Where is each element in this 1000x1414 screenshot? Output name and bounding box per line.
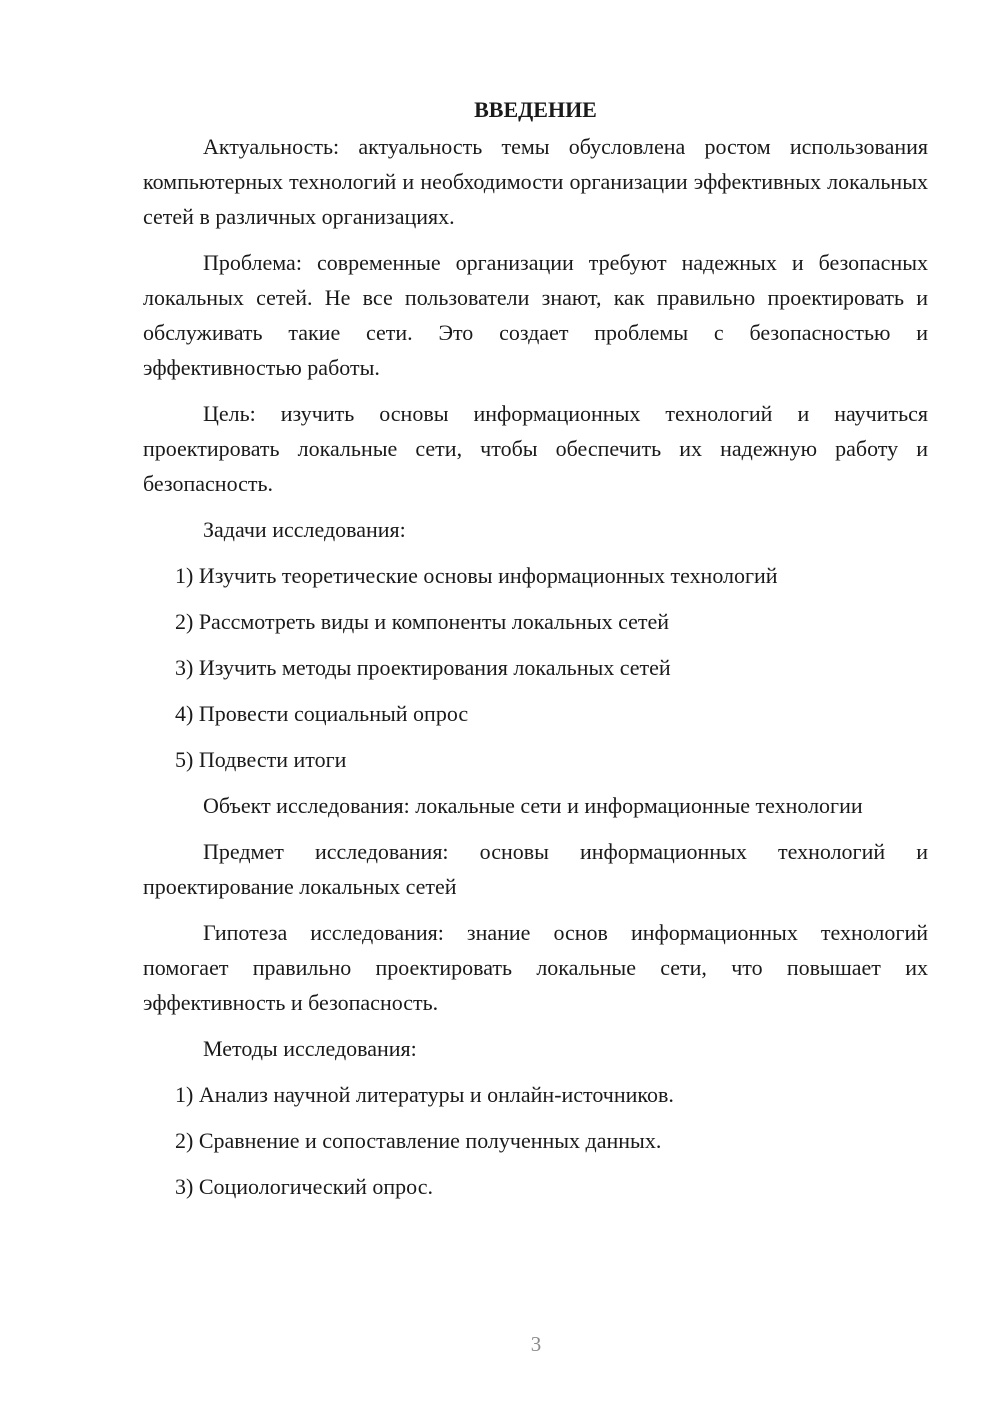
methods-heading: Методы исследования: [203,1036,417,1061]
paragraph-problem: Проблема: современные организации требуют надежных и безопасных локальных сетей. Не все пользователи знают, как правильно проектировать и обслуживать такие сети. Это создает проблемы с безопасностью и эффективностью работы. [143,250,928,380]
tasks-list [143,558,928,777]
page-title: ВВЕДЕНИЕ [474,97,597,122]
paragraph-object: Объект исследования: локальные сети и информационные технологии [203,793,863,818]
list-item: 1) Анализ научной литературы и онлайн-источников. [175,1082,674,1107]
paragraph-hypothesis: Гипотеза исследования: знание основ информационных технологий помогает правильно проектировать локальные сети, что повышает их эффективность и безопасность. [143,920,928,1015]
list-item: 3) Социологический опрос. [175,1174,433,1199]
document-page [143,92,928,1215]
list-item: 3) Изучить методы проектирования локальных сетей [175,655,671,680]
paragraph-relevance: Актуальность: актуальность темы обусловлена ростом использования компьютерных технологий и необходимости организации эффективных локальных сетей в различных организациях. [143,134,928,229]
list-item: 2) Сравнение и сопоставление полученных данных. [175,1128,662,1153]
tasks-heading: Задачи исследования: [203,517,406,542]
list-item: 1) Изучить теоретические основы информационных технологий [175,563,778,588]
paragraph-goal: Цель: изучить основы информационных технологий и научиться проектировать локальные сети, чтобы обеспечить их надежную работу и безопасность. [143,401,928,496]
list-item: 2) Рассмотреть виды и компоненты локальных сетей [175,609,670,634]
paragraph-subject: Предмет исследования: основы информационных технологий и проектирование локальных сетей [143,839,928,899]
page-number: 3 [530,1332,542,1356]
list-item: 4) Провести социальный опрос [175,701,469,726]
list-item: 5) Подвести итоги [175,747,347,772]
methods-list [143,1077,928,1204]
